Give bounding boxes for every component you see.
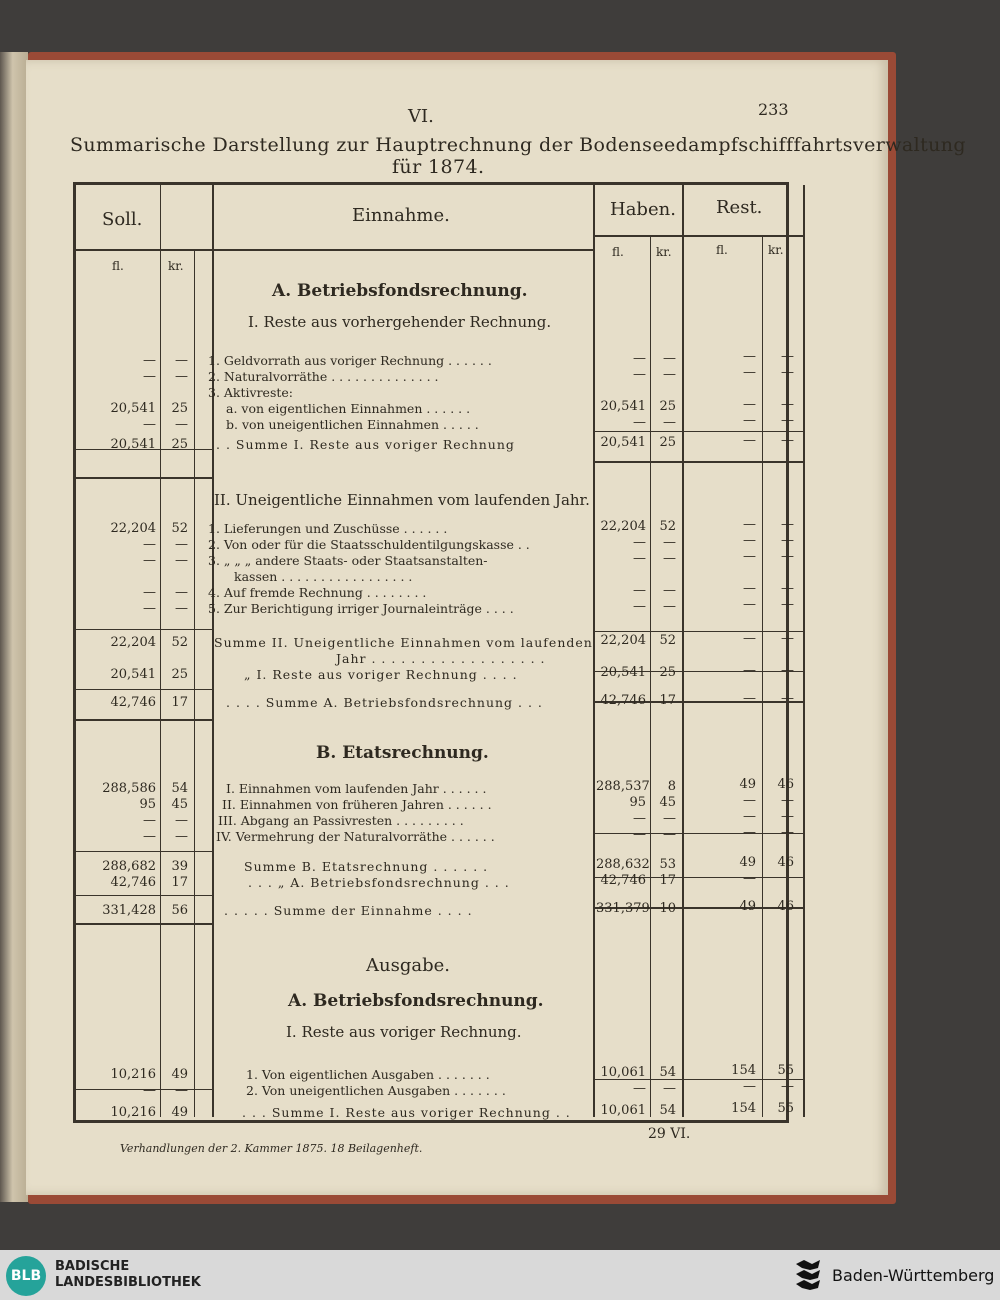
rest-fl-value: — xyxy=(743,517,756,532)
soll-kr-value: 49 xyxy=(171,1105,188,1120)
header-einnahme: Einnahme. xyxy=(352,205,450,226)
haben-fl-value: — xyxy=(633,535,646,550)
subsection-uneigentliche-einnahmen: II. Uneigentliche Einnahmen vom laufenden Jahr. xyxy=(214,491,590,509)
rest-fl-value: — xyxy=(743,397,756,412)
section-ausgabe-betriebsfondsrechnung: A. Betriebsfondsrechnung. xyxy=(288,991,544,1011)
soll-fl-value: — xyxy=(143,1083,156,1098)
footer-sheet-number: 29 VI. xyxy=(648,1126,691,1142)
haben-fl-value: 20,541 xyxy=(600,435,646,450)
haben-fl-value: 22,204 xyxy=(600,633,646,648)
rest-kr-value: — xyxy=(781,349,794,364)
soll-kr-value: 25 xyxy=(171,667,188,682)
soll-fl-value: 22,204 xyxy=(110,521,156,536)
row-label: Summe B. Etatsrechnung . . . . . . xyxy=(244,859,489,874)
page-title-year: für 1874. xyxy=(392,156,485,178)
rest-kr-value: — xyxy=(781,517,794,532)
haben-kr-value: 53 xyxy=(659,857,676,872)
rest-fl-value: — xyxy=(743,825,756,840)
haben-fl-value: 331,379 xyxy=(596,901,650,916)
rest-kr-value: — xyxy=(781,663,794,678)
row-label: IV. Vermehrung der Naturalvorräthe . . . . . . xyxy=(216,829,495,844)
soll-kr-value: 25 xyxy=(171,437,188,452)
row-label: 1. Geldvorrath aus voriger Rechnung . . . . . . xyxy=(208,353,492,368)
row-label: . . . . . Summe der Einnahme . . . . xyxy=(224,903,473,918)
row-label: II. Einnahmen von früheren Jahren . . . . . . xyxy=(222,797,492,812)
soll-kr-value: 56 xyxy=(171,903,188,918)
row-label: b. von uneigentlichen Einnahmen . . . . . xyxy=(226,417,479,432)
rest-kr-value: — xyxy=(781,825,794,840)
library-name-line2: LANDESBIBLIOTHEK xyxy=(55,1275,201,1290)
row-label: 3. Aktivreste: xyxy=(208,385,294,400)
section-number: VI. xyxy=(408,106,434,127)
subsection-reste: I. Reste aus vorhergehender Rechnung. xyxy=(248,313,552,331)
library-name-line1: BADISCHE xyxy=(55,1259,130,1274)
soll-kr-value: 54 xyxy=(171,781,188,796)
haben-fl-value: 288,537 xyxy=(596,779,650,794)
rest-fl-value: — xyxy=(743,691,756,706)
rest-fl-value: — xyxy=(743,581,756,596)
header-rest: Rest. xyxy=(716,197,763,218)
soll-kr-value: — xyxy=(175,813,188,828)
haben-fl-value: — xyxy=(633,367,646,382)
section-etatsrechnung: B. Etatsrechnung. xyxy=(316,743,489,763)
row-label: 2. Von oder für die Staatsschuldentilgungskasse . . xyxy=(208,537,530,552)
rest-kr-value: — xyxy=(781,433,794,448)
haben-fl-value: 42,746 xyxy=(600,693,646,708)
rest-fl-value: — xyxy=(743,413,756,428)
row-label: . . . Summe I. Reste aus voriger Rechnung . . xyxy=(242,1105,571,1120)
soll-fl-value: 331,428 xyxy=(102,903,156,918)
haben-kr-value: — xyxy=(663,599,676,614)
soll-fl-value: 20,541 xyxy=(110,437,156,452)
soll-fl-value: 288,586 xyxy=(102,781,156,796)
haben-fl-value: 22,204 xyxy=(600,519,646,534)
blb-logo-icon[interactable]: BLB xyxy=(6,1256,46,1296)
haben-fl-value: — xyxy=(633,1081,646,1096)
haben-fl-value: — xyxy=(633,811,646,826)
row-label: 4. Auf fremde Rechnung . . . . . . . . xyxy=(208,585,427,600)
soll-fl-value: — xyxy=(143,537,156,552)
rest-fl-value: — xyxy=(743,597,756,612)
haben-kr-value: 10 xyxy=(659,901,676,916)
haben-kr-value: — xyxy=(663,827,676,842)
rest-kr-value: — xyxy=(781,793,794,808)
rest-fl-value: 49 xyxy=(739,855,756,870)
soll-fl-value: 22,204 xyxy=(110,635,156,650)
rest-kr-value: — xyxy=(781,549,794,564)
haben-fl-value: 20,541 xyxy=(600,399,646,414)
haben-kr-value: — xyxy=(663,535,676,550)
rest-kr-value: 55 xyxy=(777,1063,794,1078)
haben-kr-value: — xyxy=(663,551,676,566)
rest-kr-value: — xyxy=(781,581,794,596)
rest-fl-value: 49 xyxy=(739,899,756,914)
rest-fl-value: 154 xyxy=(731,1063,756,1078)
soll-fl-value: 10,216 xyxy=(110,1067,156,1082)
soll-fl-value: — xyxy=(143,601,156,616)
row-label: III. Abgang an Passivresten . . . . . . . . . xyxy=(218,813,464,828)
soll-kr-value: 52 xyxy=(171,521,188,536)
haben-kr-value: 52 xyxy=(659,519,676,534)
document-page xyxy=(26,60,966,1195)
row-label: . . . . Summe A. Betriebsfondsrechnung . . . xyxy=(226,695,543,710)
soll-kr-value: 52 xyxy=(171,635,188,650)
row-label: „ I. Reste aus voriger Rechnung . . . . xyxy=(244,667,518,682)
haben-kr-value: 54 xyxy=(659,1103,676,1118)
soll-fl-value: — xyxy=(143,369,156,384)
soll-fl-value: 10,216 xyxy=(110,1105,156,1120)
haben-fl-value: — xyxy=(633,415,646,430)
row-label: Summe II. Uneigentliche Einnahmen vom laufenden xyxy=(214,635,593,650)
rest-fl-value: 154 xyxy=(731,1101,756,1116)
haben-kr-value: 25 xyxy=(659,665,676,680)
row-label: 2. Naturalvorräthe . . . . . . . . . . . . . . xyxy=(208,369,439,384)
haben-kr-value: 8 xyxy=(667,779,676,794)
soll-kr-value: — xyxy=(175,537,188,552)
haben-kr-value: — xyxy=(663,415,676,430)
soll-kr-value: 17 xyxy=(171,875,188,890)
unit-soll-fl: fl. xyxy=(112,259,124,273)
state-name[interactable]: Baden-Württemberg xyxy=(832,1266,995,1285)
rest-kr-value: 46 xyxy=(777,855,794,870)
rest-fl-value: — xyxy=(743,663,756,678)
haben-kr-value: 25 xyxy=(659,399,676,414)
library-name[interactable] xyxy=(55,1259,201,1291)
haben-fl-value: — xyxy=(633,599,646,614)
haben-kr-value: 17 xyxy=(659,873,676,888)
rest-fl-value: — xyxy=(743,433,756,448)
rest-fl-value: — xyxy=(743,365,756,380)
unit-rest-fl: fl. xyxy=(716,243,728,257)
soll-kr-value: — xyxy=(175,585,188,600)
soll-fl-value: — xyxy=(143,585,156,600)
unit-haben-fl: fl. xyxy=(612,245,624,259)
rest-fl-value: — xyxy=(743,349,756,364)
soll-kr-value: 49 xyxy=(171,1067,188,1082)
rest-fl-value: — xyxy=(743,1079,756,1094)
rest-fl-value: — xyxy=(743,793,756,808)
row-label: I. Einnahmen vom laufenden Jahr . . . . . . xyxy=(226,781,487,796)
soll-fl-value: — xyxy=(143,813,156,828)
unit-rest-kr: kr. xyxy=(768,243,784,257)
haben-fl-value: — xyxy=(633,551,646,566)
section-ausgabe: Ausgabe. xyxy=(366,955,450,976)
soll-kr-value: — xyxy=(175,369,188,384)
rest-kr-value: — xyxy=(781,809,794,824)
haben-kr-value: 52 xyxy=(659,633,676,648)
haben-fl-value: — xyxy=(633,827,646,842)
unit-haben-kr: kr. xyxy=(656,245,672,259)
haben-kr-value: — xyxy=(663,367,676,382)
soll-kr-value: — xyxy=(175,829,188,844)
row-label: kassen . . . . . . . . . . . . . . . . . xyxy=(234,569,413,584)
rest-kr-value: — xyxy=(781,533,794,548)
soll-fl-value: 20,541 xyxy=(110,401,156,416)
soll-fl-value: — xyxy=(143,553,156,568)
haben-fl-value: — xyxy=(633,351,646,366)
haben-kr-value: 45 xyxy=(659,795,676,810)
haben-kr-value: — xyxy=(663,583,676,598)
rest-kr-value: — xyxy=(781,413,794,428)
section-betriebsfondsrechnung: A. Betriebsfondsrechnung. xyxy=(272,281,528,301)
subsection-ausgabe-reste: I. Reste aus voriger Rechnung. xyxy=(286,1023,522,1041)
unit-soll-kr: kr. xyxy=(168,259,184,273)
soll-kr-value: 17 xyxy=(171,695,188,710)
soll-fl-value: 95 xyxy=(139,797,156,812)
soll-kr-value: — xyxy=(175,353,188,368)
rest-kr-value: — xyxy=(781,691,794,706)
haben-fl-value: 95 xyxy=(629,795,646,810)
row-label: 3. „ „ „ andere Staats- oder Staatsanstalten- xyxy=(208,553,488,568)
rest-kr-value: — xyxy=(781,631,794,646)
soll-fl-value: 288,682 xyxy=(102,859,156,874)
rest-fl-value: — xyxy=(743,871,756,886)
haben-kr-value: 25 xyxy=(659,435,676,450)
row-label: a. von eigentlichen Einnahmen . . . . . . xyxy=(226,401,471,416)
rest-kr-value: — xyxy=(781,597,794,612)
ledger-table xyxy=(73,182,794,1123)
rest-fl-value: — xyxy=(743,549,756,564)
rest-kr-value: — xyxy=(781,1079,794,1094)
rest-kr-value: 46 xyxy=(777,777,794,792)
soll-kr-value: 45 xyxy=(171,797,188,812)
soll-fl-value: — xyxy=(143,417,156,432)
coat-of-arms-icon xyxy=(792,1258,824,1292)
soll-kr-value: — xyxy=(175,417,188,432)
row-label: . . Summe I. Reste aus voriger Rechnung xyxy=(216,437,515,452)
soll-fl-value: — xyxy=(143,829,156,844)
soll-kr-value: — xyxy=(175,553,188,568)
row-label: 1. Lieferungen und Zuschüsse . . . . . . xyxy=(208,521,448,536)
haben-fl-value: 42,746 xyxy=(600,873,646,888)
rest-fl-value: — xyxy=(743,809,756,824)
page-number: 233 xyxy=(758,100,789,119)
soll-fl-value: 20,541 xyxy=(110,667,156,682)
rest-kr-value: 55 xyxy=(777,1101,794,1116)
viewer-footer-bar xyxy=(0,1250,1000,1300)
rest-kr-value: 46 xyxy=(777,899,794,914)
haben-fl-value: 288,632 xyxy=(596,857,650,872)
haben-kr-value: 17 xyxy=(659,693,676,708)
rest-kr-value: — xyxy=(781,365,794,380)
header-haben: Haben. xyxy=(610,199,676,220)
soll-kr-value: 39 xyxy=(171,859,188,874)
soll-kr-value: 25 xyxy=(171,401,188,416)
rest-kr-value: — xyxy=(781,397,794,412)
rest-fl-value: 49 xyxy=(739,777,756,792)
haben-fl-value: 10,061 xyxy=(600,1103,646,1118)
page-title: Summarische Darstellung zur Hauptrechnung der Bodenseedampfschifffahrtsverwaltung xyxy=(70,134,966,156)
haben-kr-value: — xyxy=(663,351,676,366)
soll-kr-value: — xyxy=(175,601,188,616)
footer-source: Verhandlungen der 2. Kammer 1875. 18 Beilagenheft. xyxy=(120,1142,423,1155)
row-label: . . . „ A. Betriebsfondsrechnung . . . xyxy=(248,875,510,890)
rest-fl-value: — xyxy=(743,533,756,548)
book-binding xyxy=(0,52,28,1202)
row-label: 1. Von eigentlichen Ausgaben . . . . . . . xyxy=(246,1067,490,1082)
header-soll: Soll. xyxy=(102,209,143,230)
haben-kr-value: — xyxy=(663,811,676,826)
haben-fl-value: 20,541 xyxy=(600,665,646,680)
soll-kr-value: — xyxy=(175,1083,188,1098)
soll-fl-value: 42,746 xyxy=(110,695,156,710)
soll-fl-value: 42,746 xyxy=(110,875,156,890)
haben-kr-value: 54 xyxy=(659,1065,676,1080)
soll-fl-value: — xyxy=(143,353,156,368)
row-label: 2. Von uneigentlichen Ausgaben . . . . . . . xyxy=(246,1083,506,1098)
rest-fl-value: — xyxy=(743,631,756,646)
haben-fl-value: — xyxy=(633,583,646,598)
haben-fl-value: 10,061 xyxy=(600,1065,646,1080)
row-label: Jahr . . . . . . . . . . . . . . . . . . xyxy=(336,651,546,666)
haben-kr-value: — xyxy=(663,1081,676,1096)
row-label: 5. Zur Berichtigung irriger Journaleinträge . . . . xyxy=(208,601,514,616)
